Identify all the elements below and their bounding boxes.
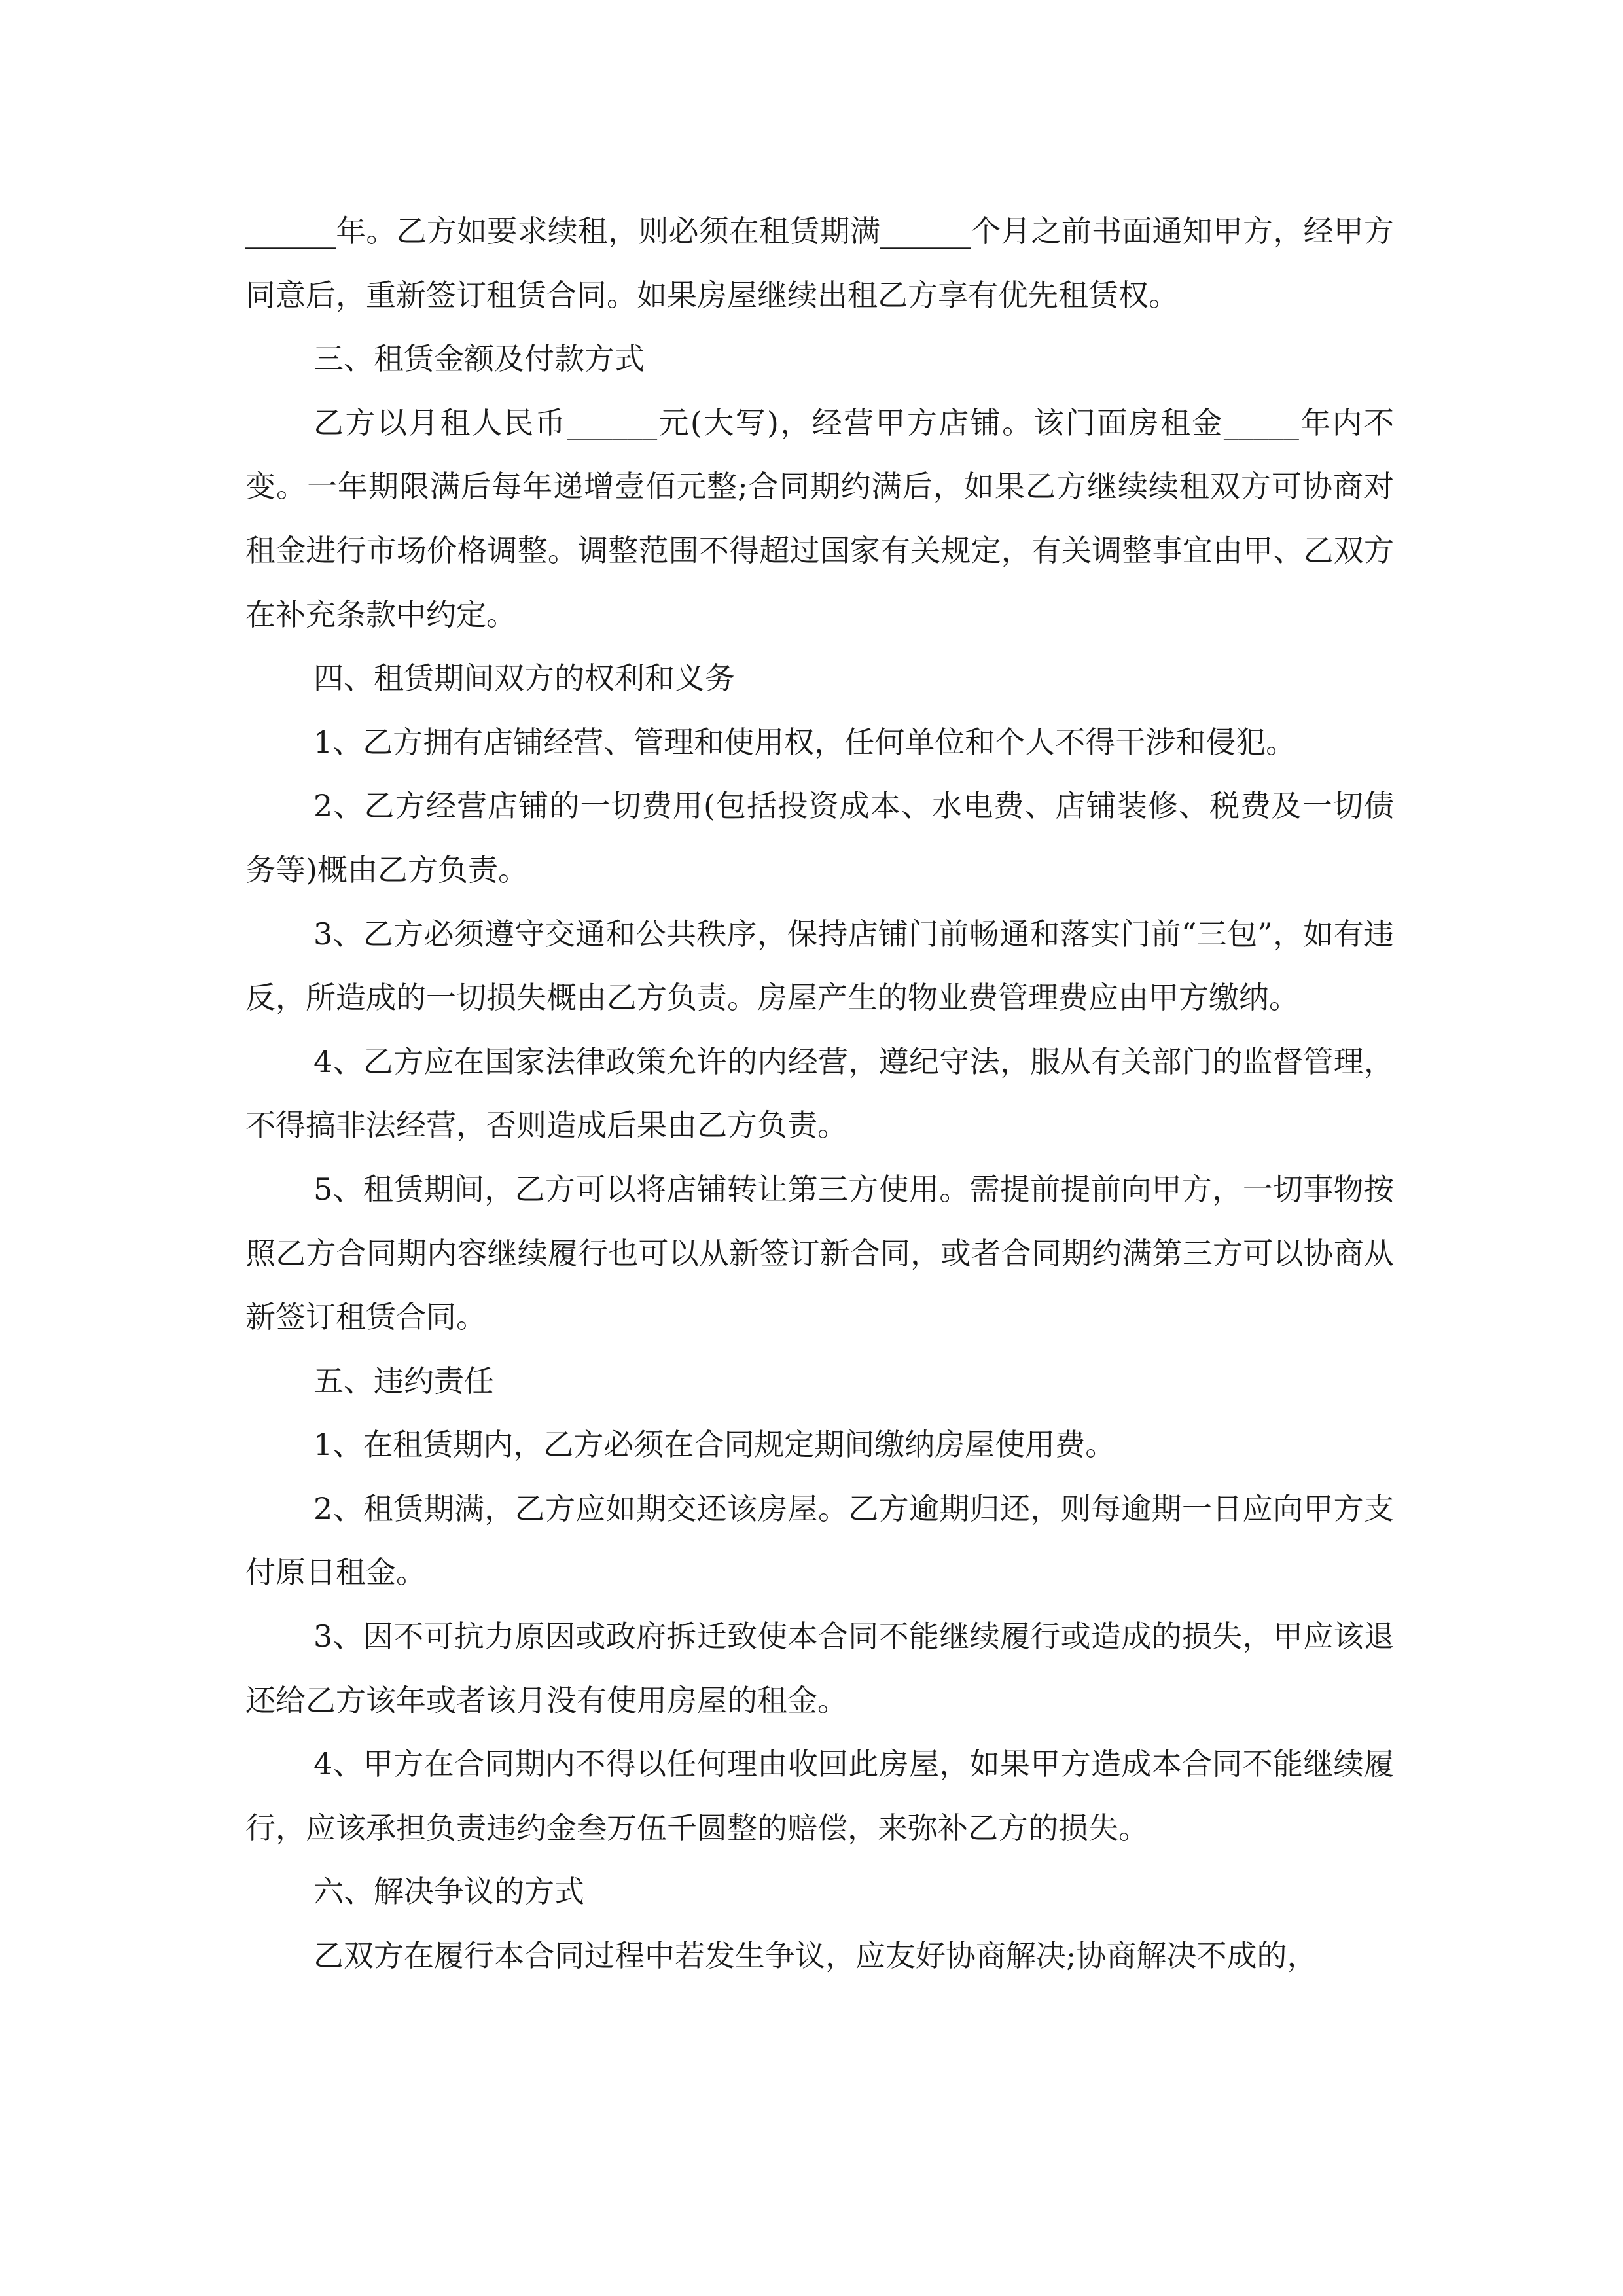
clause-5-1: 1、在租赁期内，乙方必须在合同规定期间缴纳房屋使用费。	[313, 1427, 1116, 1463]
clause-4-3: 3、乙方必须遵守交通和公共秩序，保持店铺门前畅通和落实门前“三包”，如有违反，所造成的一切损失概由乙方负责。房屋产生的物业费管理费应由甲方缴纳。	[245, 916, 1394, 1016]
paragraph-continued-term: ______年。乙方如要求续租，则必须在租赁期满______个月之前书面通知甲方，经甲方同意后，重新签订租赁合同。如果房屋继续出租乙方享有优先租赁权。	[245, 213, 1394, 313]
section-heading-breach-liability: 五、违约责任	[313, 1363, 494, 1399]
section-heading-rent-amount: 三、租赁金额及付款方式	[313, 341, 645, 377]
section-heading-dispute-resolution: 六、解决争议的方式	[313, 1874, 584, 1910]
clause-5-3: 3、因不可抗力原因或政府拆迁致使本合同不能继续履行或造成的损失，甲应该退还给乙方该年或者该月没有使用房屋的租金。	[245, 1619, 1394, 1718]
section-heading-rights-obligations: 四、租赁期间双方的权利和义务	[313, 660, 735, 696]
clause-5-2: 2、租赁期满，乙方应如期交还该房屋。乙方逾期归还，则每逾期一日应向甲方支付原日租金。	[245, 1490, 1394, 1590]
paragraph-rent-amount: 乙方以月租人民币______元(大写)，经营甲方店铺。该门面房租金_____年内不变。一年期限满后每年递增壹佰元整;合同期约满后，如果乙方继续续租双方可协商对租金进行市场价格调整。调整范围不得超过国家有关规定，有关调整事宜由甲、乙双方在补充条款中约定。	[245, 404, 1394, 632]
clause-6-1: 乙双方在履行本合同过程中若发生争议，应友好协商解决;协商解决不成的，	[313, 1938, 1317, 1974]
clause-4-4: 4、乙方应在国家法律政策允许的内经营，遵纪守法，服从有关部门的监督管理，不得搞非法经营，否则造成后果由乙方负责。	[245, 1043, 1394, 1143]
clause-5-4: 4、甲方在合同期内不得以任何理由收回此房屋，如果甲方造成本合同不能继续履行，应该承担负责违约金叁万伍千圆整的赔偿，来弥补乙方的损失。	[245, 1746, 1394, 1846]
clause-4-2: 2、乙方经营店铺的一切费用(包括投资成本、水电费、店铺装修、税费及一切债务等)概由乙方负责。	[245, 788, 1394, 888]
document-body	[245, 200, 1394, 1988]
clause-4-1: 1、乙方拥有店铺经营、管理和使用权，任何单位和个人不得干涉和侵犯。	[313, 724, 1296, 760]
clause-4-5: 5、租赁期间，乙方可以将店铺转让第三方使用。需提前提前向甲方，一切事物按照乙方合同期内容继续履行也可以从新签订新合同，或者合同期约满第三方可以协商从新签订租赁合同。	[245, 1171, 1394, 1335]
